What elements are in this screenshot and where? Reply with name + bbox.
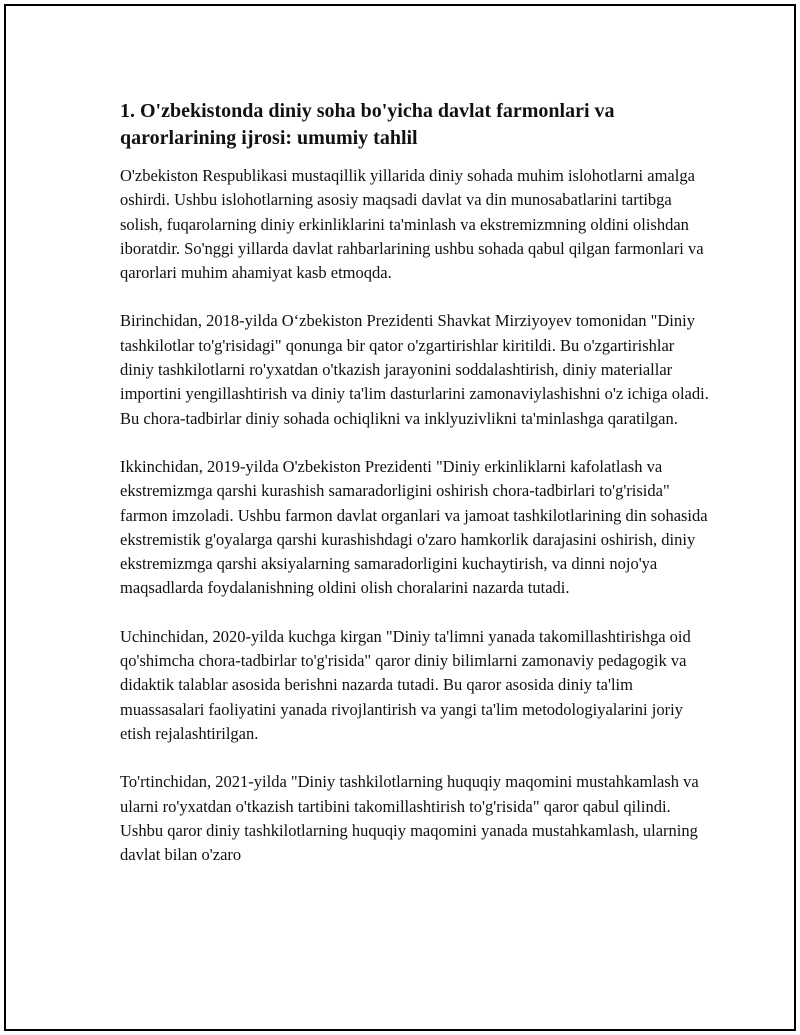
paragraph-first: Birinchidan, 2018-yilda O‘zbekiston Prezidenti Shavkat Mirziyoyev tomonidan "Diniy tashkilotlar to'g'risidagi" qonunga bir qator o'zgartirishlar kiritildi. Bu o'zgartirishlar diniy tashkilotlarni ro'yxatdan o'tkazish jarayonini soddalashtirish, diniy materiallar importini yengillashtirish va diniy ta'lim dasturlarini zamonaviylashishni o'z ichiga oladi. Bu chora-tadbirlar diniy sohada ochiqlikni va inklyuzivlikni ta'minlashga qaratilgan. xyxy=(120,311,709,428)
paragraph-second: Ikkinchidan, 2019-yilda O'zbekiston Prezidenti "Diniy erkinliklarni kafolatlash va ekstremizmga qarshi kurashish samaradorligini oshirish chora-tadbirlari to'g'risida" farmon imzoladi. Ushbu farmon davlat organlari va jamoat tashkilotlarining din sohasida ekstremistik g'oyalarga qarshi kurashishdagi o'zaro hamkorlik darajasini oshirish, diniy ekstremizmga qarshi aksiyalarning samaradorligini kuchaytirish, va dinni nojo'ya maqsadlarda foydalanishning oldini olish choralarini nazarda tutadi. xyxy=(120,456,708,598)
section-heading: 1. O'zbekistonda diniy soha bo'yicha davlat farmonlari va qarorlarining ijrosi: umumiy tahlil xyxy=(120,100,615,149)
paragraph-fourth: To'rtinchidan, 2021-yilda "Diniy tashkilotlarning huquqiy maqomini mustahkamlash va ularni ro'yxatdan o'tkazish tartibini takomillashtirish to'g'risida" qaror qabul qilindi. Ushbu qaror diniy tashkilotlarning huquqiy maqomini yanada mustahkamlash, ularning davlat bilan o'zaro xyxy=(120,772,699,865)
paragraph-intro: O'zbekiston Respublikasi mustaqillik yillarida diniy sohada muhim islohotlarni amalga oshirdi. Ushbu islohotlarning asosiy maqsadi davlat va din munosabatlarini tartibga solish, fuqarolarning diniy erkinliklarini ta'minlash va ekstremizmning oldini olishdan iboratdir. So'nggi yillarda davlat rahbarlarining ushbu sohada qabul qilgan farmonlari va qarorlari muhim ahamiyat kasb etmoqda. xyxy=(120,166,704,283)
paragraph-third: Uchinchidan, 2020-yilda kuchga kirgan "Diniy ta'limni yanada takomillashtirishga oid qo'shimcha chora-tadbirlar to'g'risida" qaror diniy bilimlarni zamonaviy pedagogik va didaktik talablar asosida berishni nazarda tutadi. Bu qaror asosida diniy ta'lim muassasalari faoliyatini yanada rivojlantirish va yangi ta'lim metodologiyalarini joriy etish rejalashtirilgan. xyxy=(120,626,691,743)
document-body xyxy=(120,98,710,867)
page-frame xyxy=(4,4,796,1031)
